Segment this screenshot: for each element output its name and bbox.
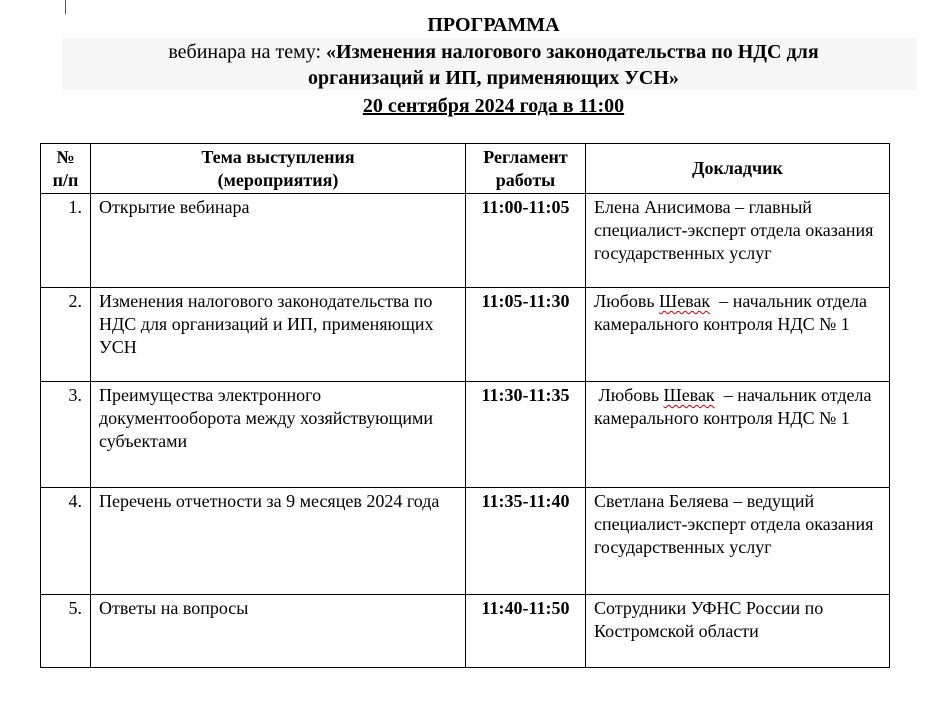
subtitle-prefix: вебинара на тему: [168, 41, 327, 63]
row-number: 5. [41, 595, 91, 668]
webinar-subtitle-line1 [20, 40, 947, 64]
table-row [41, 488, 890, 595]
table-row [41, 288, 890, 382]
speaker-first-name: Любовь [594, 291, 660, 311]
webinar-date-line [20, 94, 947, 118]
speaker-last-name-spellcheck: Шевак [659, 291, 711, 311]
row-speaker [586, 488, 890, 595]
speaker-role: – ведущий специалист-эксперт отдела оказания государственных услуг [594, 491, 874, 557]
webinar-date: 20 сентября 2024 года в 11:00 [362, 95, 625, 117]
column-header-speaker: Докладчик [586, 144, 890, 194]
column-header-number-line1: № [56, 146, 75, 167]
row-time: 11:40-11:50 [466, 595, 586, 668]
row-time: 11:05-11:30 [466, 288, 586, 382]
column-header-number [41, 144, 91, 194]
column-header-topic [91, 144, 466, 194]
webinar-subtitle-line2: организаций и ИП, применяющих УСН» [308, 67, 679, 89]
row-number: 1. [41, 194, 91, 288]
table-row [41, 382, 890, 488]
column-header-number-line2: п/п [52, 169, 79, 190]
speaker-name: Елена Анисимова [594, 197, 731, 217]
column-header-topic-line1: Тема выступления [201, 146, 355, 167]
row-topic: Открытие вебинара [91, 194, 466, 288]
table-row [41, 595, 890, 668]
row-number: 2. [41, 288, 91, 382]
row-time: 11:00-11:05 [466, 194, 586, 288]
row-speaker [586, 382, 890, 488]
speaker-first-name: Любовь [594, 385, 664, 405]
row-topic: Ответы на вопросы [91, 595, 466, 668]
column-header-time [466, 144, 586, 194]
row-time: 11:35-11:40 [466, 488, 586, 595]
column-header-topic-line2: (мероприятия) [217, 169, 339, 190]
speaker-name: Светлана Беляева [594, 491, 729, 511]
column-header-time-line1: Регламент [483, 146, 568, 167]
row-topic: Преимущества электронного документооборота между хозяйствующими субъектами [91, 382, 466, 488]
speaker-name: Сотрудники УФНС России по Костромской области [594, 598, 824, 641]
row-number: 3. [41, 382, 91, 488]
row-speaker [586, 194, 890, 288]
speaker-role: – начальник отдела камерального контроля НДС № 1 [594, 291, 872, 334]
table-header-row [41, 144, 890, 194]
row-topic: Перечень отчетности за 9 месяцев 2024 года [91, 488, 466, 595]
speaker-role: – начальник отдела камерального контроля НДС № 1 [594, 385, 877, 428]
row-number: 4. [41, 488, 91, 595]
row-speaker [586, 288, 890, 382]
document-title: ПРОГРАММА [427, 14, 560, 36]
subtitle-topic-part1: «Изменения налогового законодательства по НДС для [326, 41, 819, 63]
speaker-last-name-spellcheck: Шевак [663, 385, 715, 405]
row-time: 11:30-11:35 [466, 382, 586, 488]
table-row [41, 194, 890, 288]
row-topic: Изменения налогового законодательства по НДС для организаций и ИП, применяющих УСН [91, 288, 466, 382]
column-header-time-line2: работы [495, 169, 556, 190]
text-cursor-marker [65, 0, 66, 14]
program-table [40, 143, 890, 668]
speaker-role: – главный специалист-эксперт отдела оказания государственных услуг [594, 197, 874, 263]
row-speaker [586, 595, 890, 668]
